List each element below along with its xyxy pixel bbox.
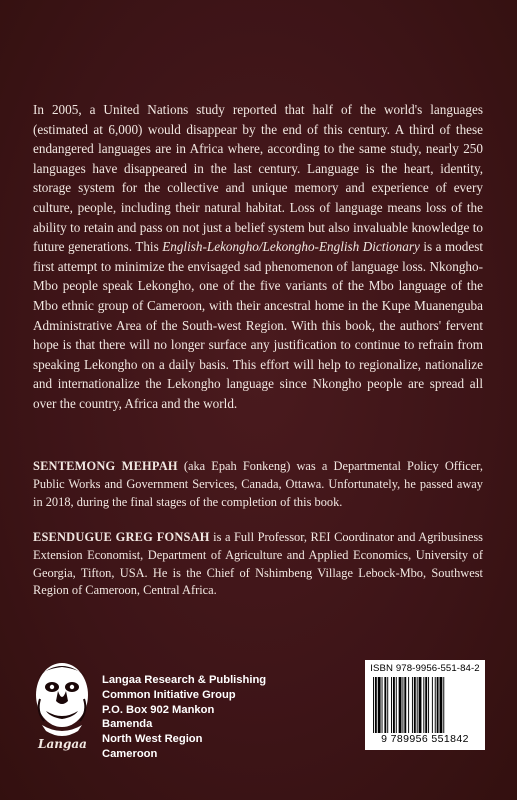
- blurb-text-part1: In 2005, a United Nations study reported that half of the world's languages (estimated at 6,000) would disappear by the end of this century. A third of these endangered languages are in Africa where, according to the same study, nearly 250 languages have disappeared in the last century. Language is the heart, identity, storage system for the collective and unique memory and experience of every culture, people, including their natural habitat. Loss of language means loss of the ability to retain and pass on not just a belief system but also invaluable knowledge to future generations. This: [33, 102, 483, 255]
- publisher-block: [28, 655, 328, 775]
- publisher-line: P.O. Box 902 Mankon: [102, 703, 215, 716]
- logo-wordmark: Langaa: [38, 737, 87, 751]
- author-bio-text: (aka Epah Fonkeng) was a Departmental Policy Officer, Public Works and Government Services, Canada, Ottawa. Unfortunately, he passed away in 2018, during the final stages of the completion of this book.: [33, 459, 483, 509]
- publisher-line: Langaa Research & Publishing: [102, 674, 267, 686]
- isbn-label: ISBN 978-9956-551-84-2: [370, 663, 480, 674]
- author-name: SENTEMONG MEHPAH: [33, 459, 178, 473]
- publisher-line: Common Initiative Group: [102, 688, 236, 701]
- blurb-text-part2: is a modest first attempt to minimize the envisaged sad phenomenon of language loss. Nkongho-Mbo people speak Lekongho, one of the five variants of the Mbo language of the Mbo ethnic group of Cameroon, with their ancestral home in the Kupe Muanenguba Administrative Area of the South-west Region. With this book, the authors' fervent hope is that there will no longer surface any justification to continue to refrain from speaking Lekongho on a daily basis. This effort will help to regionalize, nationalize and internationalize the Lekongho language since Nkongho people are spread all over the country, Africa and the world.: [33, 239, 484, 411]
- publisher-line: North West Region: [102, 733, 203, 746]
- author-bio-text: is a Full Professor, REI Coordinator and Agribusiness Extension Economist, Department of Agriculture and Applied Economics, University of Georgia, Tifton, USA. He is the Chief of Nshimbeng Village Lebock-Mbo, Southwest Region of Cameroon, Central Africa.: [33, 530, 483, 598]
- author-bio-2: [33, 529, 483, 600]
- barcode-digits: 9 789956 551842: [381, 733, 469, 745]
- barcode-bars: [373, 677, 477, 733]
- publisher-line: Bamenda: [102, 718, 153, 731]
- publisher-address: [102, 673, 266, 762]
- publisher-line: Cameroon: [102, 747, 158, 760]
- isbn-barcode: [365, 660, 485, 750]
- back-cover-blurb: [33, 100, 483, 414]
- author-bio-1: [33, 458, 483, 511]
- book-title: English-Lekongho/Lekongho-English Dictionary: [162, 239, 420, 255]
- author-name: ESENDUGUE GREG FONSAH: [33, 530, 210, 544]
